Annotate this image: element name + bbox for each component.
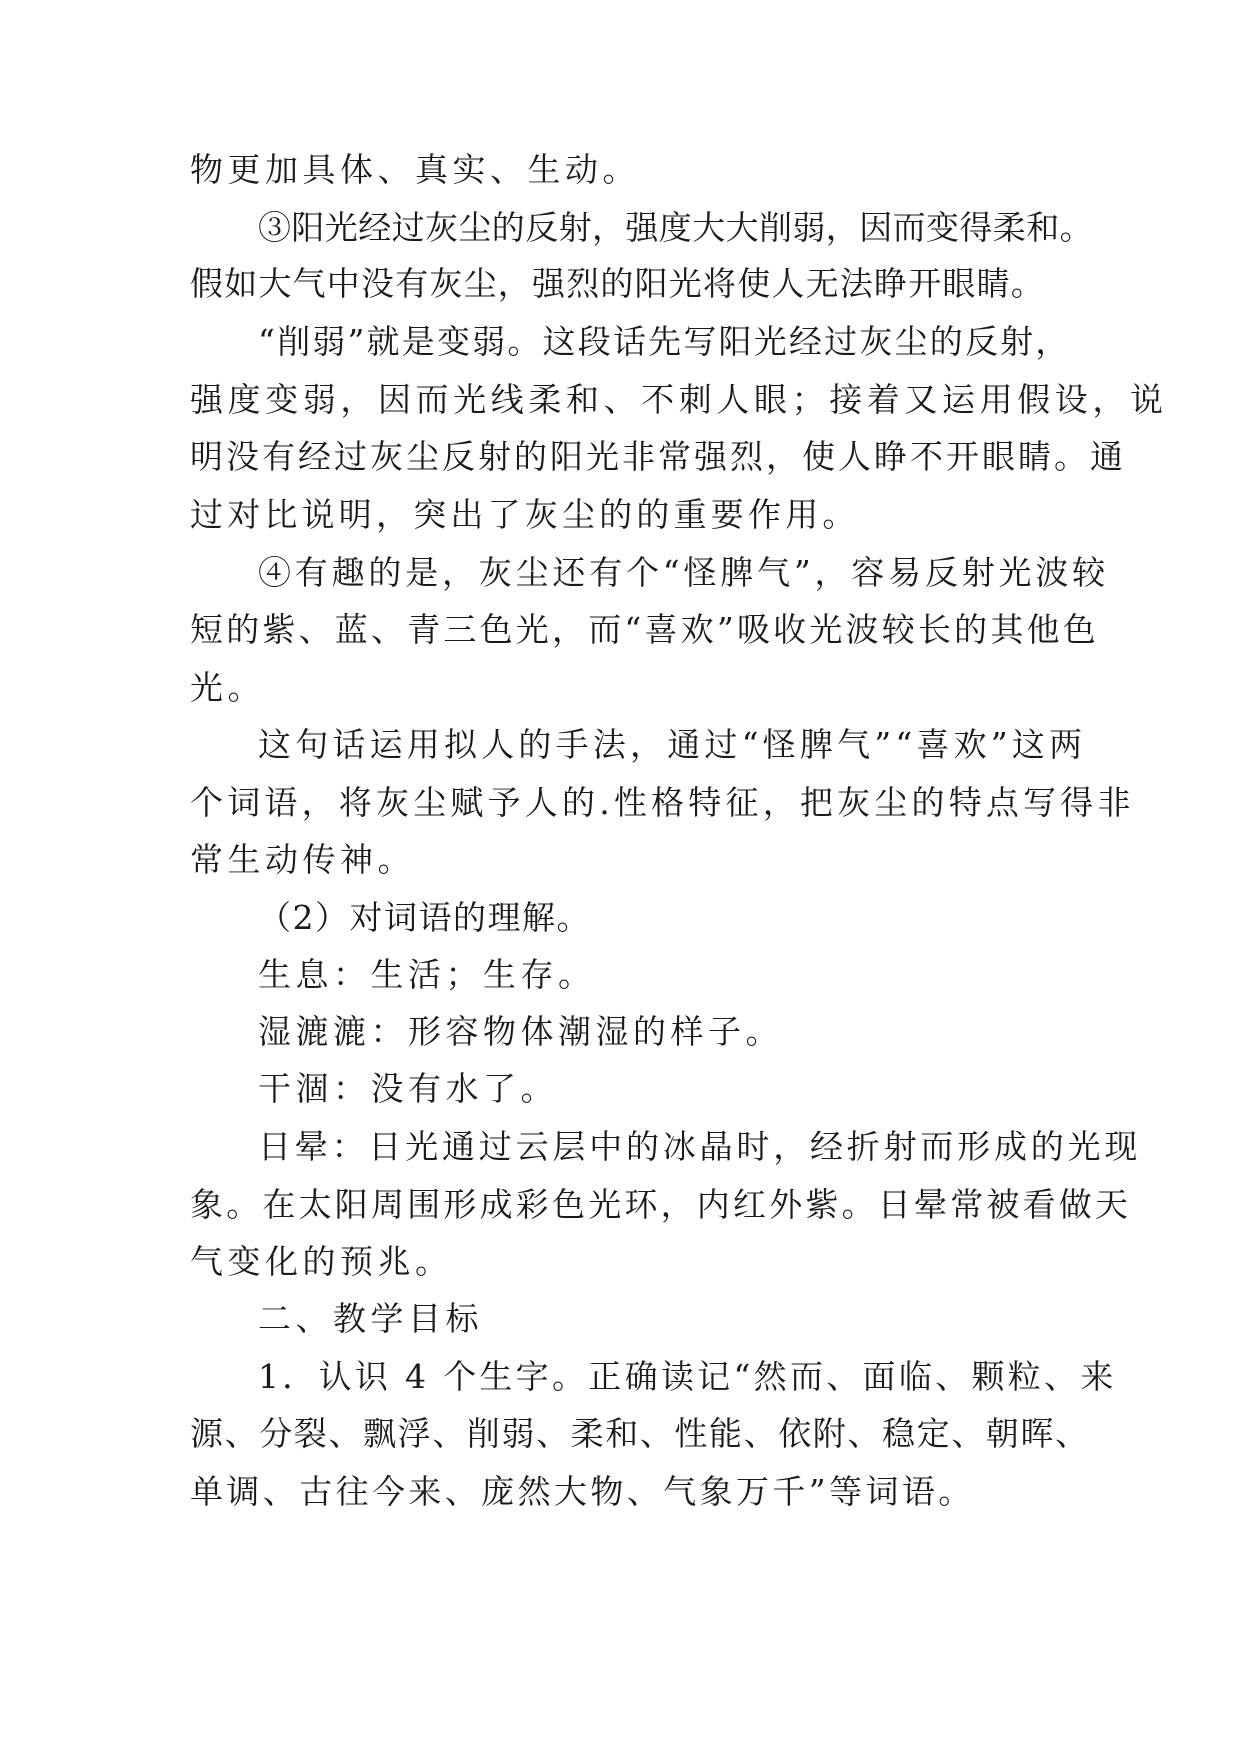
text-line: 明没有经过灰尘反射的阳光非常强烈，使人睁不开眼睛。通 (190, 437, 1126, 476)
text-line: 强度变弱，因而光线柔和、不刺人眼；接着又运用假设，说 (190, 380, 1168, 419)
text-line: 常生动传神。 (190, 840, 415, 879)
text-line: 个词语，将灰尘赋予人的.性格特征，把灰尘的特点写得非 (190, 783, 1135, 822)
text-line: 日晕：日光通过云层中的冰晶时，经折射而形成的光现 (258, 1127, 1142, 1166)
text-line: 光。 (190, 668, 265, 707)
text-line: 这句话运用拟人的手法，通过“怪脾气”“喜欢”这两 (258, 725, 1087, 764)
text-line: （2）对词语的理解。 (258, 898, 591, 937)
text-line: 过对比说明，突出了灰尘的的重要作用。 (190, 495, 860, 534)
section-heading: 二、教学目标 (258, 1299, 483, 1338)
text-line: “削弱”就是变弱。这段话先写阳光经过灰尘的反射， (258, 322, 1071, 361)
text-line: 干涸：没有水了。 (258, 1069, 558, 1108)
text-line: 1．认识 4 个生字。正确读记“然而、面临、颗粒、来 (258, 1357, 1117, 1396)
text-line: ③阳光经过灰尘的反射，强度大大削弱，因而变得柔和。 (258, 208, 1093, 247)
text-line: 物更加具体、真实、生动。 (190, 150, 640, 189)
text-line: ④有趣的是，灰尘还有个“怪脾气”，容易反射光波较 (258, 553, 1109, 592)
text-line: 假如大气中没有灰尘，强烈的阳光将使人无法睁开眼睛。 (190, 264, 1045, 303)
text-line: 象。在太阳周围形成彩色光环，内红外紫。日晕常被看做天 (190, 1185, 1132, 1224)
text-line: 气变化的预兆。 (190, 1242, 453, 1281)
text-line: 生息：生活；生存。 (258, 955, 596, 994)
text-line: 短的紫、蓝、青三色光，而“喜欢”吸收光波较长的其他色 (190, 610, 1099, 649)
text-line: 源、分裂、飘浮、削弱、柔和、性能、依附、稳定、朝晖、 (190, 1414, 1090, 1453)
text-line: 单调、古往今来、庞然大物、气象万千”等词语。 (190, 1472, 975, 1511)
text-line: 湿漉漉：形容物体潮湿的样子。 (258, 1012, 783, 1051)
